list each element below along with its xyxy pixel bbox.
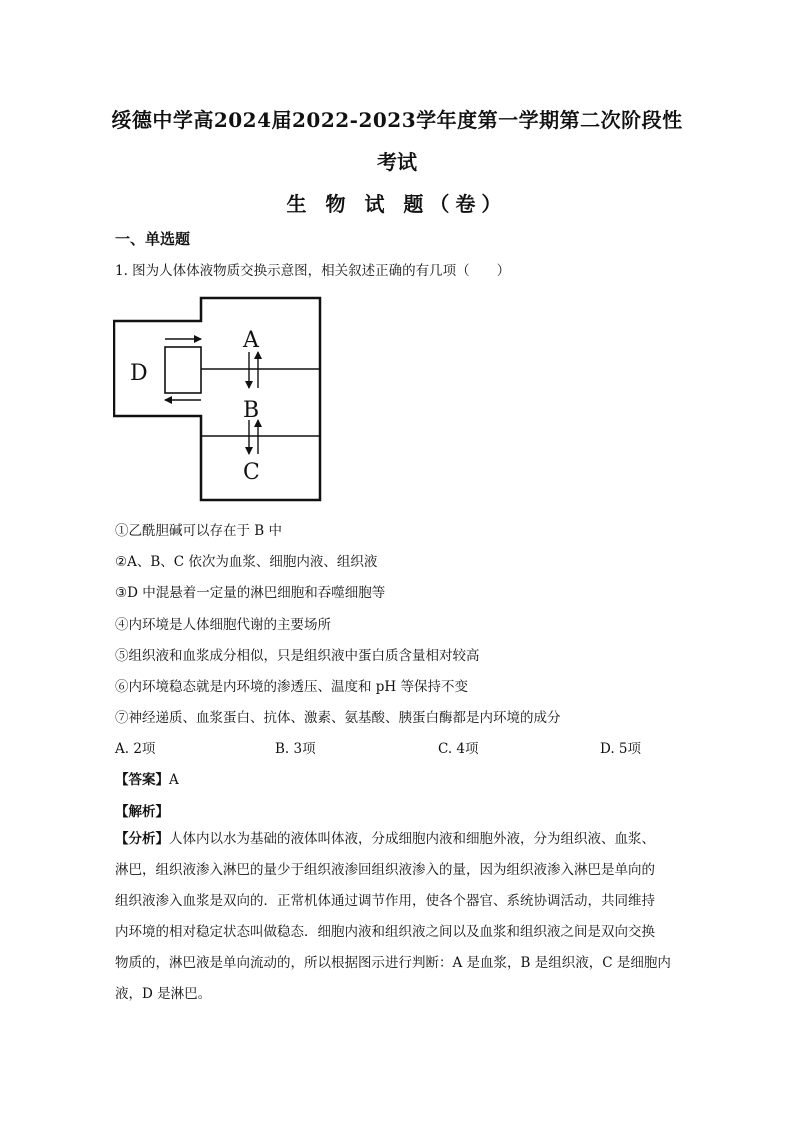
diagram-outline xyxy=(114,298,320,500)
label-C: C xyxy=(243,460,260,485)
label-B: B xyxy=(243,398,260,423)
analysis-line-6: 液，D 是淋巴。 xyxy=(115,986,212,1002)
body-fluid-diagram xyxy=(113,296,325,504)
statement-2: ②A、B、C 依次为血浆、细胞内液、组织液 xyxy=(115,554,378,570)
answer-tag: 【答案】 xyxy=(115,772,169,788)
option-a: A. 2项 xyxy=(115,741,156,757)
statement-6: ⑥内环境稳态就是内环境的渗透压、温度和 pH 等保持不变 xyxy=(115,679,468,695)
section-heading: 一、单选题 xyxy=(115,230,191,248)
exam-title-line1: 绥德中学高2024届2022-2023学年度第一学期第二次阶段性 xyxy=(111,108,683,132)
exam-subtitle: 生 物 试 题（卷） xyxy=(286,192,508,216)
analysis-line-5: 物质的，淋巴液是单向流动的，所以根据图示进行判断：A 是血浆，B 是组织液，C 是细胞内 xyxy=(115,955,671,971)
label-A: A xyxy=(243,328,259,353)
answer-line xyxy=(115,768,179,788)
statement-4: ④内环境是人体细胞代谢的主要场所 xyxy=(115,617,331,633)
statement-7: ⑦神经递质、血浆蛋白、抗体、激素、氨基酸、胰蛋白酶都是内环境的成分 xyxy=(115,710,561,726)
label-D: D xyxy=(130,361,148,386)
lymph-vessel-box xyxy=(165,347,201,393)
question-stem: 1. 图为人体体液物质交换示意图，相关叙述正确的有几项（ ） xyxy=(115,263,511,279)
statement-1: ①乙酰胆碱可以存在于 B 中 xyxy=(115,523,283,539)
analysis-tag: 【解析】 xyxy=(115,804,169,820)
analysis-paragraph xyxy=(115,824,680,1010)
answer-value: A xyxy=(169,772,179,788)
analysis-line-2: 淋巴，组织液渗入淋巴的量少于组织液渗回组织液渗入的量，因为组织液渗入淋巴是单向的 xyxy=(115,862,655,878)
statement-3: ③D 中混悬着一定量的淋巴细胞和吞噬细胞等 xyxy=(115,585,386,601)
fenxi-tag: 【分析】 xyxy=(115,831,169,847)
statement-5: ⑤组织液和血浆成分相似，只是组织液中蛋白质含量相对较高 xyxy=(115,648,480,664)
option-b: B. 3项 xyxy=(275,741,316,757)
analysis-line-3: 组织液渗入血浆是双向的．正常机体通过调节作用，使各个器官、系统协调活动，共同维持 xyxy=(115,893,655,909)
option-d: D. 5项 xyxy=(600,741,642,757)
exam-title-line2: 考试 xyxy=(377,150,417,174)
analysis-line-1: 人体内以水为基础的液体叫体液，分成细胞内液和细胞外液，分为组织液、血浆、 xyxy=(169,831,655,847)
analysis-line-4: 内环境的相对稳定状态叫做稳态．细胞内液和组织液之间以及血浆和组织液之间是双向交换 xyxy=(115,924,655,940)
option-c: C. 4项 xyxy=(438,741,479,757)
